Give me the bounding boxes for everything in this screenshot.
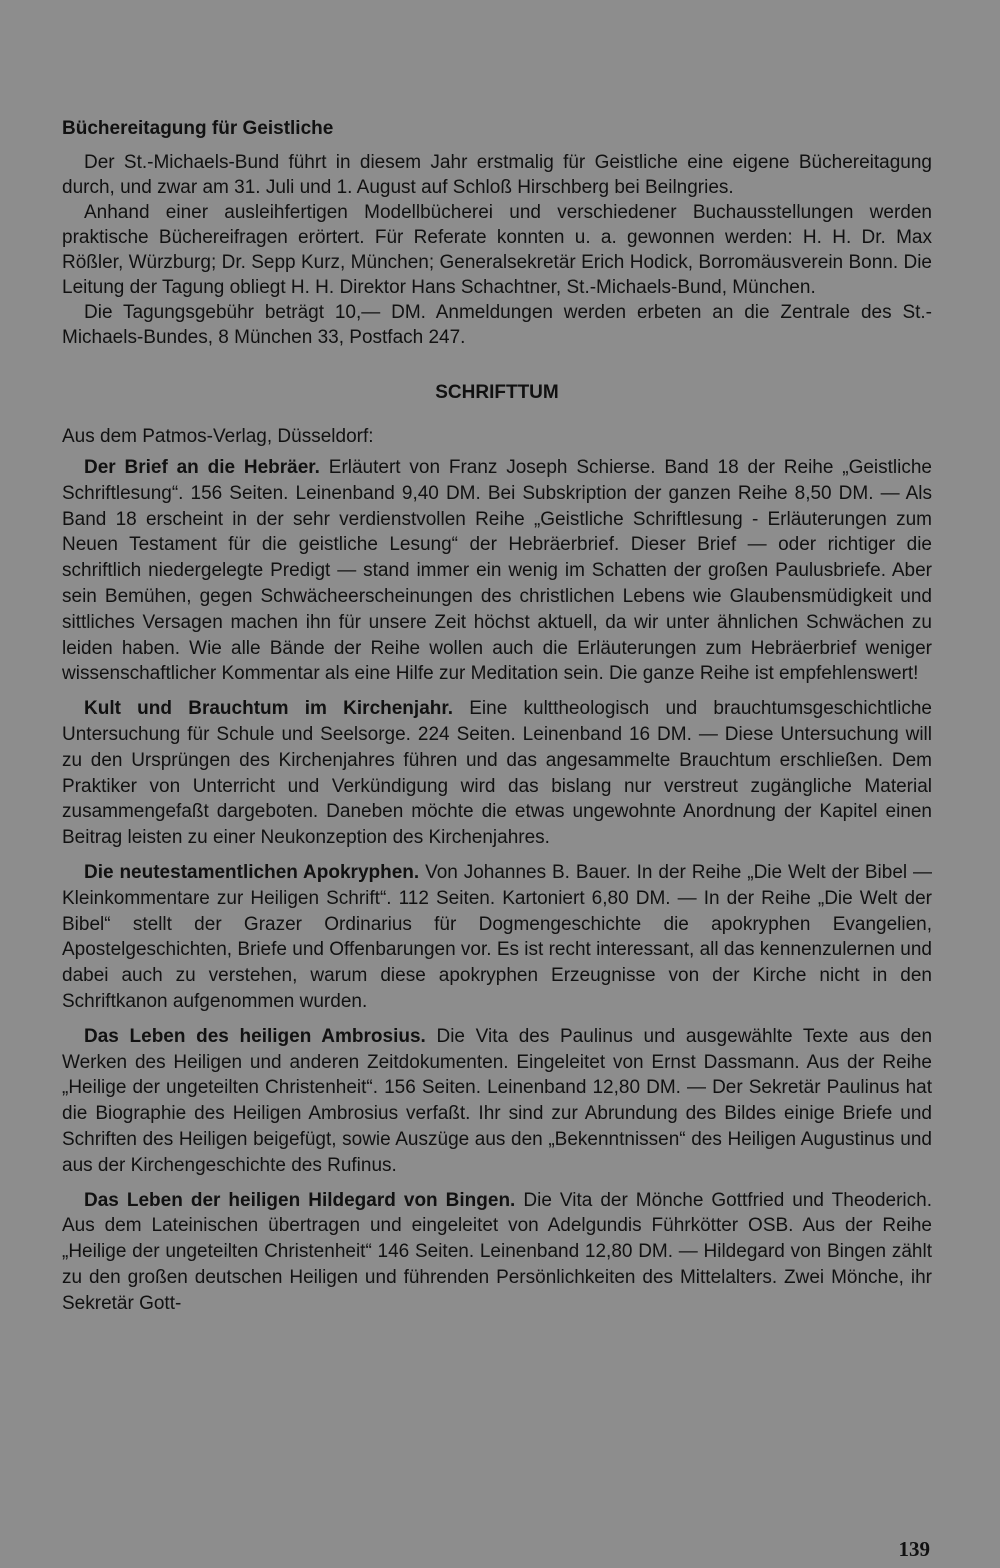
review-text: Die Vita der Mönche Gottfried und Theoderich. Aus dem Lateinischen übertragen und eingeleitet von Adelgundis Führkötter OSB. Aus der Reihe „Heilige der ungeteilten Christenheit“ 146 Seiten. Leinenband 12,80 DM. — Hildegard von Bingen zählt zu den großen deutschen Heiligen und führenden Persönlichkeiten des Mittelalters. Zwei Mönche, ihr Sekretär Gott-	[62, 1189, 933, 1314]
review-hildegard	[62, 1188, 932, 1317]
page-number: 139	[898, 1537, 930, 1561]
schrifttum-heading: SCHRIFTTUM	[435, 382, 559, 403]
review-apokryphen	[62, 860, 932, 1015]
page-content	[62, 116, 932, 1326]
review-ambrosius	[62, 1024, 932, 1179]
review-kult-brauchtum	[62, 696, 932, 851]
review-title: Der Brief an die Hebräer.	[84, 457, 320, 478]
section-paragraph-2: Anhand einer ausleihfertigen Modellbücherei und verschiedener Buchausstellungen werden praktische Büchereifragen erörtert. Für Referate konnten u. a. gewonnen werden: H. H. Dr. Max Rößler, Würzburg; Dr. Sepp Kurz, München; Generalsekretär Erich Hodick, Borromäusverein Bonn. Die Leitung der Tagung obliegt H. H. Direktor Hans Schachtner, St.-Michaels-Bund, München.	[62, 202, 932, 298]
section-paragraph-3: Die Tagungsgebühr beträgt 10,— DM. Anmeldungen werden erbeten an die Zentrale des St.-Michaels-Bundes, 8 München 33, Postfach 247.	[62, 302, 932, 348]
publisher-line: Aus dem Patmos-Verlag, Düsseldorf:	[62, 426, 374, 447]
review-text: Erläutert von Franz Joseph Schierse. Band 18 der Reihe „Geistliche Schriftlesung“. 156 Seiten. Leinenband 9,40 DM. Bei Subskription der ganzen Reihe 8,50 DM. — Als Band 18 erscheint in der sehr verdienstvollen Reihe „Geistliche Schriftlesung - Erläuterungen zum Neuen Testament für die geistliche Lesung“ der Hebräerbrief. Dieser Brief — oder richtiger die schriftlich niedergelegte Predigt — stand immer ein wenig im Schatten der großen Paulusbriefe. Aber sein Bemühen, gegen Schwächeerscheinungen des christlichen Lebens wie Glaubensmüdigkeit und sittliches Versagen machen ihn für unsere Zeit höchst aktuell, da wir unter ähnlichen Schwächen zu leiden haben. Wie alle Bände der Reihe wollen auch die Erläuterungen zum Hebräerbrief weniger wissenschaftlicher Kommentar als eine Hilfe zur Meditation sein. Die ganze Reihe ist empfehlenswert!	[62, 457, 932, 685]
review-title: Kult und Brauchtum im Kirchenjahr.	[84, 698, 453, 720]
review-text: Die Vita des Paulinus und ausgewählte Texte aus den Werken des Heiligen und anderen Zeitdokumenten. Eingeleitet von Ernst Dassmann. Aus der Reihe „Heilige der ungeteilten Christenheit“. 156 Seiten. Leinenband 12,80 DM. — Der Sekretär Paulinus hat die Biographie des Heiligen Ambrosius verfaßt. Ihr sind zur Abrundung des Bildes einige Briefe und Schriften des Heiligen beigefügt, sowie Auszüge aus den „Bekenntnissen“ des Heiligen Augustinus und aus der Kirchengeschichte des Rufinus.	[62, 1025, 933, 1176]
review-text: Eine kulttheologisch und brauchtumsgeschichtliche Untersuchung für Schule und Seelsorge. 224 Seiten. Leinenband 16 DM. — Diese Untersuchung will zu den Ursprüngen des Kirchenjahres führen und das angesammelte Brauchtum erschließen. Dem Praktiker von Unterricht und Verkündigung wird das bislang nur verstreut zugängliche Material zusammengefaßt dargeboten. Daneben möchte die etwas ungewohnte Anordnung der Kapitel einen Beitrag leisten zu einer Neukonzeption des Kirchenjahres.	[62, 698, 932, 849]
section-paragraph-1: Der St.-Michaels-Bund führt in diesem Jahr erstmalig für Geistliche eine eigene Büchereitagung durch, und zwar am 31. Juli und 1. August auf Schloß Hirschberg bei Beilngries.	[62, 152, 932, 198]
review-hebraeer	[62, 455, 932, 687]
review-title: Das Leben der heiligen Hildegard von Bingen.	[84, 1189, 516, 1211]
review-title: Die neutestamentlichen Apokryphen.	[84, 861, 420, 883]
section-title: Büchereitagung für Geistliche	[62, 118, 334, 139]
review-text: Von Johannes B. Bauer. In der Reihe „Die Welt der Bibel — Kleinkommentare zur Heiligen Schrift“. 112 Seiten. Kartoniert 6,80 DM. — In der Reihe „Die Welt der Bibel“ stellt der Grazer Ordinarius für Dogmengeschichte die apokryphen Evangelien, Apostelgeschichten, Briefe und Offenbarungen vor. Es ist recht interessant, all das kennenzulernen und dabei auch zu verstehen, warum diese apokryphen Erzeugnisse von der Kirche nicht in den Schriftkanon aufgenommen wurden.	[62, 861, 932, 1012]
review-title: Das Leben des heiligen Ambrosius.	[84, 1025, 426, 1047]
